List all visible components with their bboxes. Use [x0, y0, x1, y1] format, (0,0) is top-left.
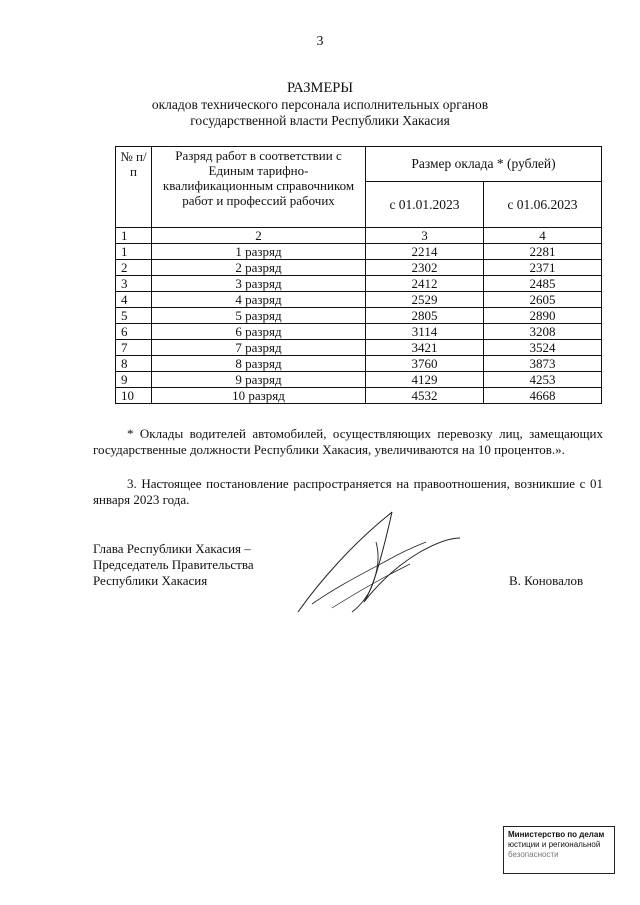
handwritten-signature	[292, 508, 467, 616]
footnote-text: * Оклады водителей автомобилей, осуществляющих перевозку лиц, замещающих государственные должности Республики Хакасия, увеличиваются на 10 процентов.».	[93, 426, 603, 457]
signer-position	[93, 541, 254, 589]
row-number: 5	[116, 308, 152, 324]
header-number: № п/п	[116, 147, 152, 228]
document-title	[0, 80, 640, 129]
row-grade: 7 разряд	[152, 340, 366, 356]
row-number: 7	[116, 340, 152, 356]
row-salary-jun: 2605	[484, 292, 602, 308]
row-grade: 10 разряд	[152, 388, 366, 404]
row-salary-jun: 2281	[484, 244, 602, 260]
header-date-2: с 01.06.2023	[484, 182, 602, 228]
clause-text: 3. Настоящее постановление распространяется на правоотношения, возникшие с 01 января 2023 года.	[93, 476, 603, 507]
stamp-line-3: безопасности	[508, 850, 559, 859]
column-number-4: 4	[484, 228, 602, 244]
page-number: 3	[316, 34, 324, 49]
column-number-2: 2	[152, 228, 366, 244]
table-row	[116, 356, 602, 372]
row-number: 4	[116, 292, 152, 308]
table-row	[116, 292, 602, 308]
title-line-1: окладов технического персонала исполнительных органов	[151, 97, 489, 112]
clause-paragraph	[93, 476, 603, 508]
table-row	[116, 324, 602, 340]
row-grade: 2 разряд	[152, 260, 366, 276]
row-number: 1	[116, 244, 152, 260]
row-grade: 3 разряд	[152, 276, 366, 292]
signer-position-line-2: Председатель Правительства	[93, 557, 254, 572]
stamp-line-1: Министерство по делам	[508, 830, 605, 839]
table-row	[116, 276, 602, 292]
row-salary-jan: 3421	[366, 340, 484, 356]
row-salary-jan: 2214	[366, 244, 484, 260]
row-grade: 4 разряд	[152, 292, 366, 308]
title-main: РАЗМЕРЫ	[286, 80, 354, 96]
row-number: 6	[116, 324, 152, 340]
row-number: 10	[116, 388, 152, 404]
table-row	[116, 308, 602, 324]
stamp-line-2: юстиции и региональной	[508, 840, 601, 849]
row-number: 8	[116, 356, 152, 372]
row-salary-jan: 3114	[366, 324, 484, 340]
column-number-1: 1	[116, 228, 152, 244]
row-salary-jun: 2371	[484, 260, 602, 276]
signer-position-line-1: Глава Республики Хакасия –	[93, 541, 251, 556]
salary-table	[115, 146, 602, 404]
title-line-2: государственной власти Республики Хакасия	[190, 113, 450, 128]
table-row	[116, 260, 602, 276]
table-row	[116, 388, 602, 404]
table-row	[116, 372, 602, 388]
signer-position-line-3: Республики Хакасия	[93, 573, 208, 588]
header-salary-size: Размер оклада * (рублей)	[366, 147, 602, 182]
registration-stamp	[503, 826, 615, 874]
column-number-3: 3	[366, 228, 484, 244]
table-row	[116, 340, 602, 356]
row-grade: 1 разряд	[152, 244, 366, 260]
row-number: 3	[116, 276, 152, 292]
signer-name: В. Коновалов	[509, 573, 584, 588]
row-salary-jan: 4532	[366, 388, 484, 404]
row-number: 9	[116, 372, 152, 388]
row-salary-jun: 2485	[484, 276, 602, 292]
row-salary-jan: 2302	[366, 260, 484, 276]
row-salary-jun: 4253	[484, 372, 602, 388]
row-salary-jan: 2805	[366, 308, 484, 324]
row-salary-jun: 3524	[484, 340, 602, 356]
header-grade: Разряд работ в соответствии с Единым тарифно-квалификационным справочником работ и профессий рабочих	[152, 147, 366, 228]
header-date-1: с 01.01.2023	[366, 182, 484, 228]
row-grade: 5 разряд	[152, 308, 366, 324]
row-salary-jan: 3760	[366, 356, 484, 372]
row-grade: 9 разряд	[152, 372, 366, 388]
row-grade: 8 разряд	[152, 356, 366, 372]
row-number: 2	[116, 260, 152, 276]
row-salary-jun: 3208	[484, 324, 602, 340]
row-salary-jun: 2890	[484, 308, 602, 324]
row-grade: 6 разряд	[152, 324, 366, 340]
table-row	[116, 244, 602, 260]
footnote-paragraph	[93, 426, 603, 458]
row-salary-jan: 4129	[366, 372, 484, 388]
row-salary-jun: 3873	[484, 356, 602, 372]
row-salary-jun: 4668	[484, 388, 602, 404]
row-salary-jan: 2412	[366, 276, 484, 292]
row-salary-jan: 2529	[366, 292, 484, 308]
